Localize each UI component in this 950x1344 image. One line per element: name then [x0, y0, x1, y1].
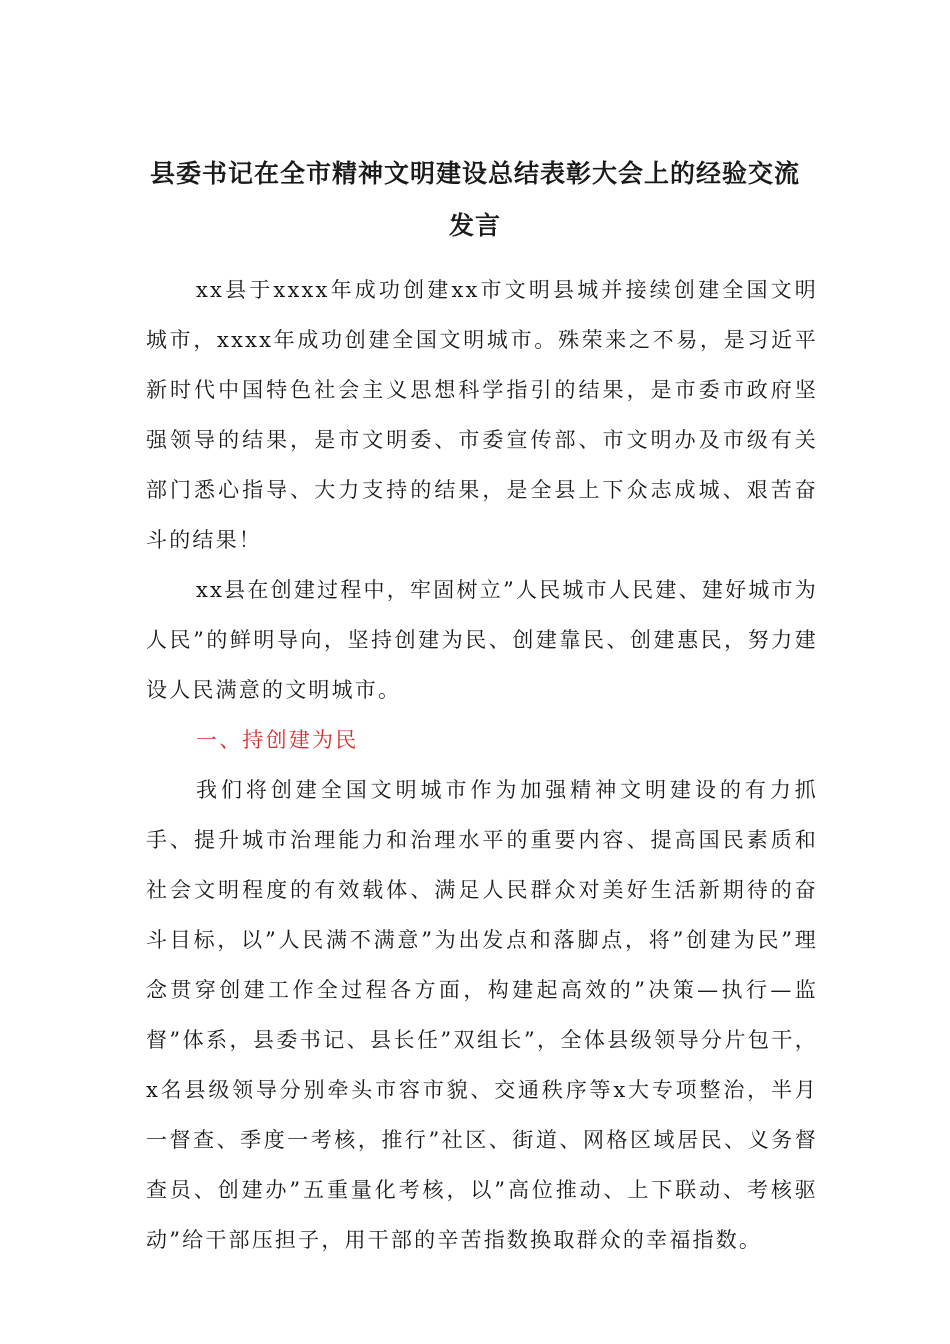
paragraph-section-one: 我们将创建全国文明城市作为加强精神文明建设的有力抓手、提升城市治理能力和治理水平的重要内容、提高国民素质和社会文明程度的有效载体、满足人民群众对美好生活新期待的奋斗目标，以”人民满不满意”为出发点和落脚点，将”创建为民”理念贯穿创建工作全过程各方面，构建起高效的”决策—执行—监督”体系，县委书记、县长任”双组长”，全体县级领导分片包干，x名县级领导分别牵头市容市貌、交通秩序等x大专项整治，半月一督查、季度一考核，推行”社区、街道、网格区域居民、义务督查员、创建办”五重量化考核，以”高位推动、上下联动、考核驱动”给干部压担子，用干部的辛苦指数换取群众的幸福指数。: [146, 778, 818, 1252]
title-line-2: 发言: [448, 211, 501, 240]
paragraph-intro: xx县于xxxx年成功创建xx市文明县城并接续创建全国文明城市，xxxx年成功创建全国文明城市。殊荣来之不易，是习近平新时代中国特色社会主义思想科学指引的结果，是市委市政府坚强领导的结果，是市文明委、市委宣传部、市文明办及市级有关部门悉心指导、大力支持的结果，是全县上下众志成城、艰苦奋斗的结果！: [146, 278, 818, 552]
paragraph-guideline: xx县在创建过程中，牢固树立”人民城市人民建、建好城市为人民”的鲜明导向，坚持创建为民、创建靠民、创建惠民，努力建设人民满意的文明城市。: [146, 578, 818, 702]
title-line-1: 县委书记在全市精神文明建设总结表彰大会上的经验交流: [149, 159, 800, 188]
document-title: [140, 148, 810, 252]
document-body: [146, 265, 818, 1265]
section-heading: 一、持创建为民: [196, 728, 359, 752]
